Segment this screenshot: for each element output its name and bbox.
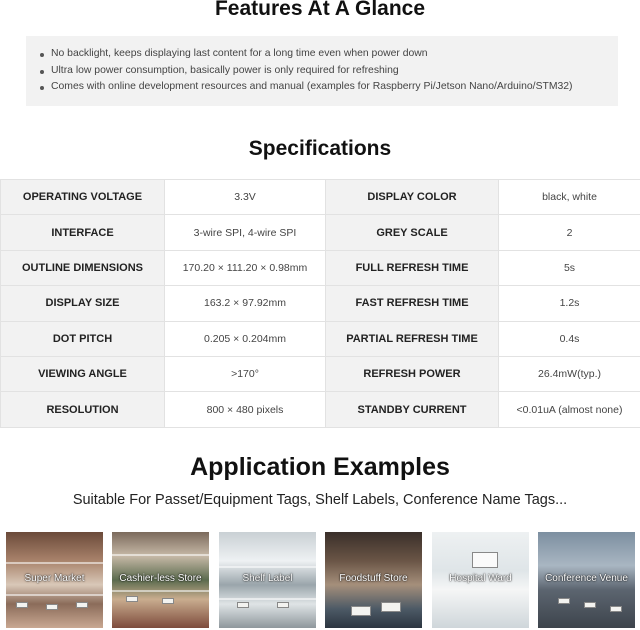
application-label: Super Market bbox=[24, 573, 85, 584]
spec-value: 800 × 480 pixels bbox=[165, 392, 326, 427]
spec-label: DISPLAY SIZE bbox=[1, 286, 165, 321]
application-label: Conference Venue bbox=[545, 573, 628, 584]
applications-title: Application Examples bbox=[190, 453, 450, 481]
spec-label: VIEWING ANGLE bbox=[1, 356, 165, 391]
spec-value: 2 bbox=[499, 215, 640, 250]
spec-row bbox=[1, 356, 640, 391]
spec-label: DISPLAY COLOR bbox=[326, 180, 499, 215]
application-card-foodstuff-store bbox=[325, 532, 422, 628]
features-box bbox=[26, 36, 618, 106]
features-title: Features At A Glance bbox=[214, 0, 426, 20]
spec-label: REFRESH POWER bbox=[326, 356, 499, 391]
application-card-super-market bbox=[6, 532, 103, 628]
specifications-title: Specifications bbox=[248, 137, 392, 160]
spec-label: FAST REFRESH TIME bbox=[326, 286, 499, 321]
spec-value: >170° bbox=[165, 356, 326, 391]
feature-item: Ultra low power consumption, basically power is only required for refreshing bbox=[40, 63, 618, 80]
spec-value: 5s bbox=[499, 250, 640, 285]
spec-row bbox=[1, 215, 640, 250]
application-label: Foodstuff Store bbox=[339, 573, 408, 584]
spec-row bbox=[1, 180, 640, 215]
application-card-shelf-label bbox=[219, 532, 316, 628]
spec-value: 0.205 × 0.204mm bbox=[165, 321, 326, 356]
application-label: Hospital Ward bbox=[449, 573, 512, 584]
features-list bbox=[40, 46, 618, 96]
spec-label: OPERATING VOLTAGE bbox=[1, 180, 165, 215]
spec-value: black, white bbox=[499, 180, 640, 215]
spec-label: GREY SCALE bbox=[326, 215, 499, 250]
spec-row bbox=[1, 392, 640, 427]
spec-label: RESOLUTION bbox=[1, 392, 165, 427]
spec-value: 170.20 × 111.20 × 0.98mm bbox=[165, 250, 326, 285]
spec-label: PARTIAL REFRESH TIME bbox=[326, 321, 499, 356]
spec-value: 3.3V bbox=[165, 180, 326, 215]
application-card-conference-venue bbox=[538, 532, 635, 628]
spec-row bbox=[1, 286, 640, 321]
spec-label: INTERFACE bbox=[1, 215, 165, 250]
application-gallery bbox=[6, 532, 636, 628]
spec-value: 163.2 × 97.92mm bbox=[165, 286, 326, 321]
spec-row bbox=[1, 321, 640, 356]
spec-row bbox=[1, 250, 640, 285]
feature-item: No backlight, keeps displaying last content for a long time even when power down bbox=[40, 46, 618, 63]
application-card-cashier-less-store bbox=[112, 532, 209, 628]
spec-label: DOT PITCH bbox=[1, 321, 165, 356]
application-label: Cashier-less Store bbox=[119, 573, 202, 584]
application-card-hospital-ward bbox=[432, 532, 529, 628]
feature-item: Comes with online development resources and manual (examples for Raspberry Pi/Jetson Nano/Arduino/STM32) bbox=[40, 79, 618, 96]
specifications-table bbox=[0, 179, 640, 428]
application-label: Shelf Label bbox=[242, 573, 293, 584]
spec-label: STANDBY CURRENT bbox=[326, 392, 499, 427]
applications-subtitle: Suitable For Passet/Equipment Tags, Shelf Labels, Conference Name Tags... bbox=[72, 492, 568, 508]
spec-value: 26.4mW(typ.) bbox=[499, 356, 640, 391]
spec-value: <0.01uA (almost none) bbox=[499, 392, 640, 427]
spec-value: 0.4s bbox=[499, 321, 640, 356]
spec-value: 3-wire SPI, 4-wire SPI bbox=[165, 215, 326, 250]
spec-label: OUTLINE DIMENSIONS bbox=[1, 250, 165, 285]
spec-label: FULL REFRESH TIME bbox=[326, 250, 499, 285]
spec-value: 1.2s bbox=[499, 286, 640, 321]
